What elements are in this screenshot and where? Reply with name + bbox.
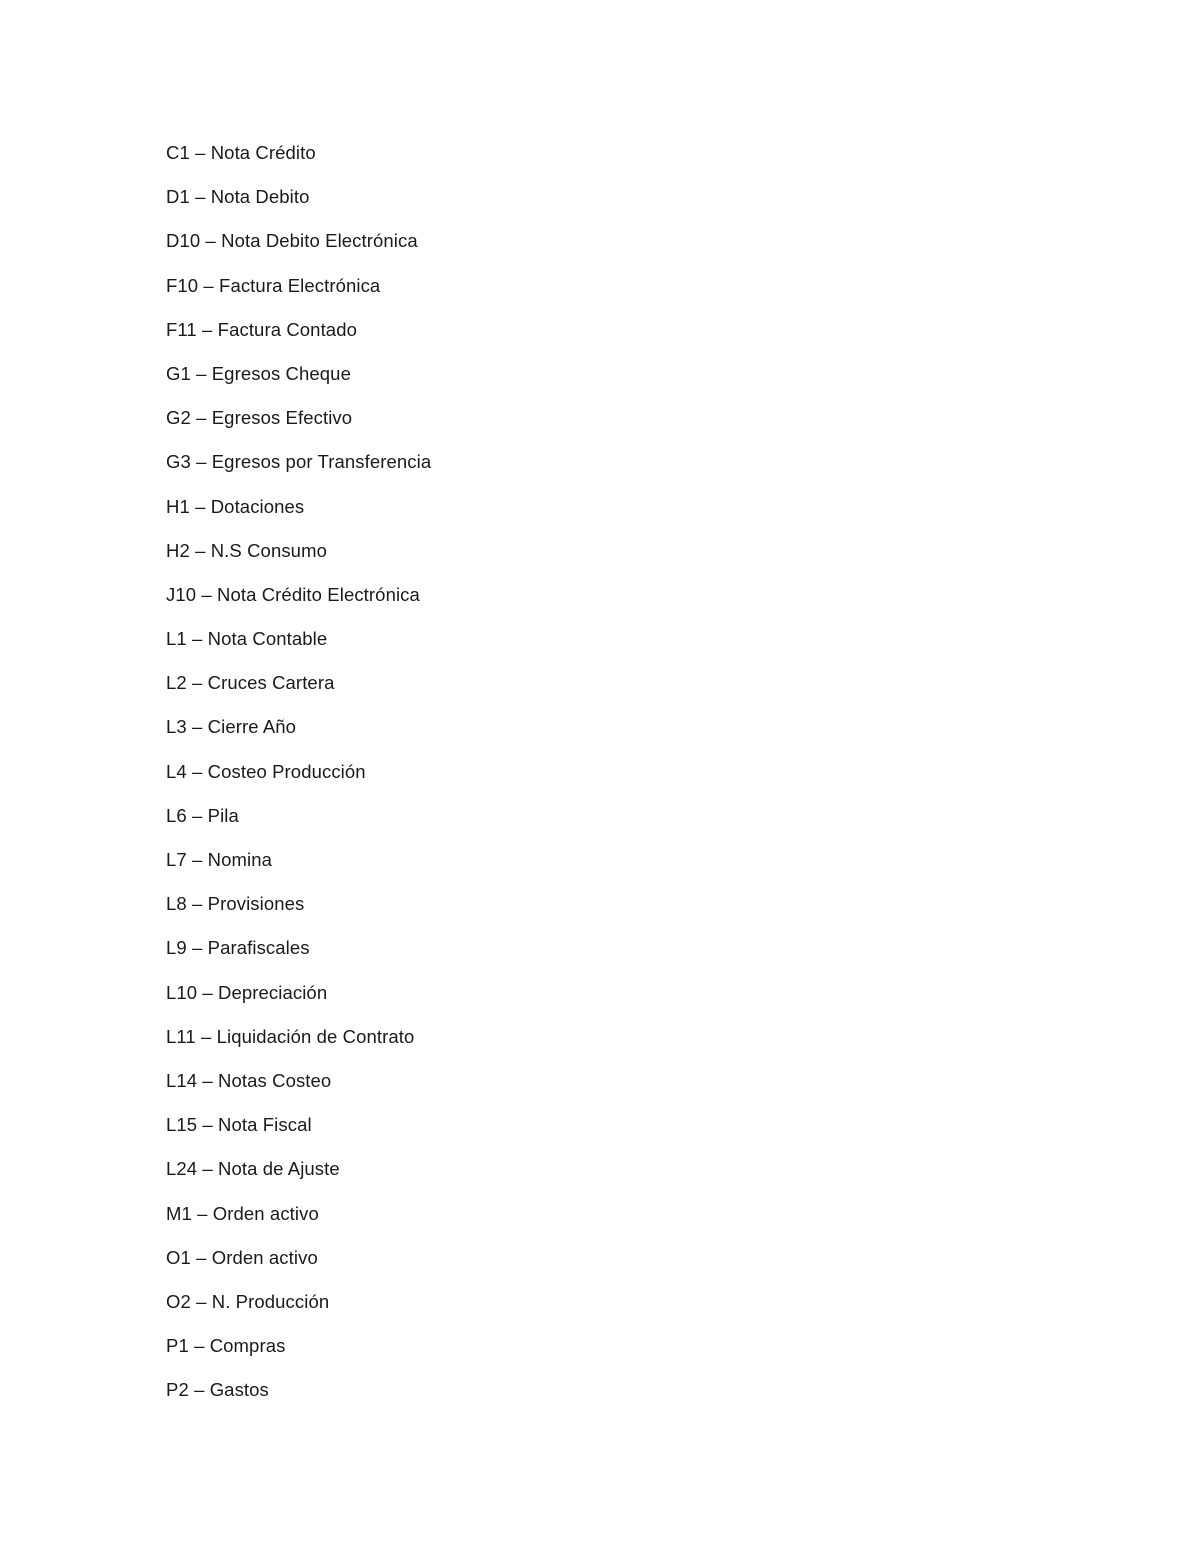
list-item: L24 – Nota de Ajuste <box>166 1158 340 1180</box>
list-item: D10 – Nota Debito Electrónica <box>166 230 418 252</box>
list-item: F10 – Factura Electrónica <box>166 274 381 296</box>
list-item: L10 – Depreciación <box>166 981 328 1003</box>
list-item: L9 – Parafiscales <box>166 937 310 959</box>
list-item: M1 – Orden activo <box>166 1202 319 1224</box>
list-item: L11 – Liquidación de Contrato <box>166 1025 415 1047</box>
list-item: L15 – Nota Fiscal <box>166 1114 312 1136</box>
list-item: H2 – N.S Consumo <box>166 539 327 561</box>
list-item: H1 – Dotaciones <box>166 495 305 517</box>
list-item: G1 – Egresos Cheque <box>166 362 351 384</box>
list-item: P2 – Gastos <box>166 1379 269 1401</box>
list-item: L2 – Cruces Cartera <box>166 672 335 694</box>
list-item: F11 – Factura Contado <box>166 318 357 340</box>
document-code-list <box>166 139 431 1420</box>
list-item: L7 – Nomina <box>166 849 272 870</box>
list-item: C1 – Nota Crédito <box>166 142 316 163</box>
list-item: P1 – Compras <box>166 1335 286 1357</box>
list-item: L8 – Provisiones <box>166 893 305 915</box>
list-item: L1 – Nota Contable <box>166 628 328 650</box>
list-item: G2 – Egresos Efectivo <box>166 407 353 429</box>
list-item: O1 – Orden activo <box>166 1246 318 1268</box>
list-item: L4 – Costeo Producción <box>166 760 366 782</box>
list-item: D1 – Nota Debito <box>166 186 310 208</box>
list-item: G3 – Egresos por Transferencia <box>166 451 432 473</box>
list-item: O2 – N. Producción <box>166 1290 330 1312</box>
list-item: L6 – Pila <box>166 804 239 826</box>
list-item: J10 – Nota Crédito Electrónica <box>166 583 420 605</box>
list-item: L3 – Cierre Año <box>166 716 297 738</box>
list-item: L14 – Notas Costeo <box>166 1069 332 1091</box>
